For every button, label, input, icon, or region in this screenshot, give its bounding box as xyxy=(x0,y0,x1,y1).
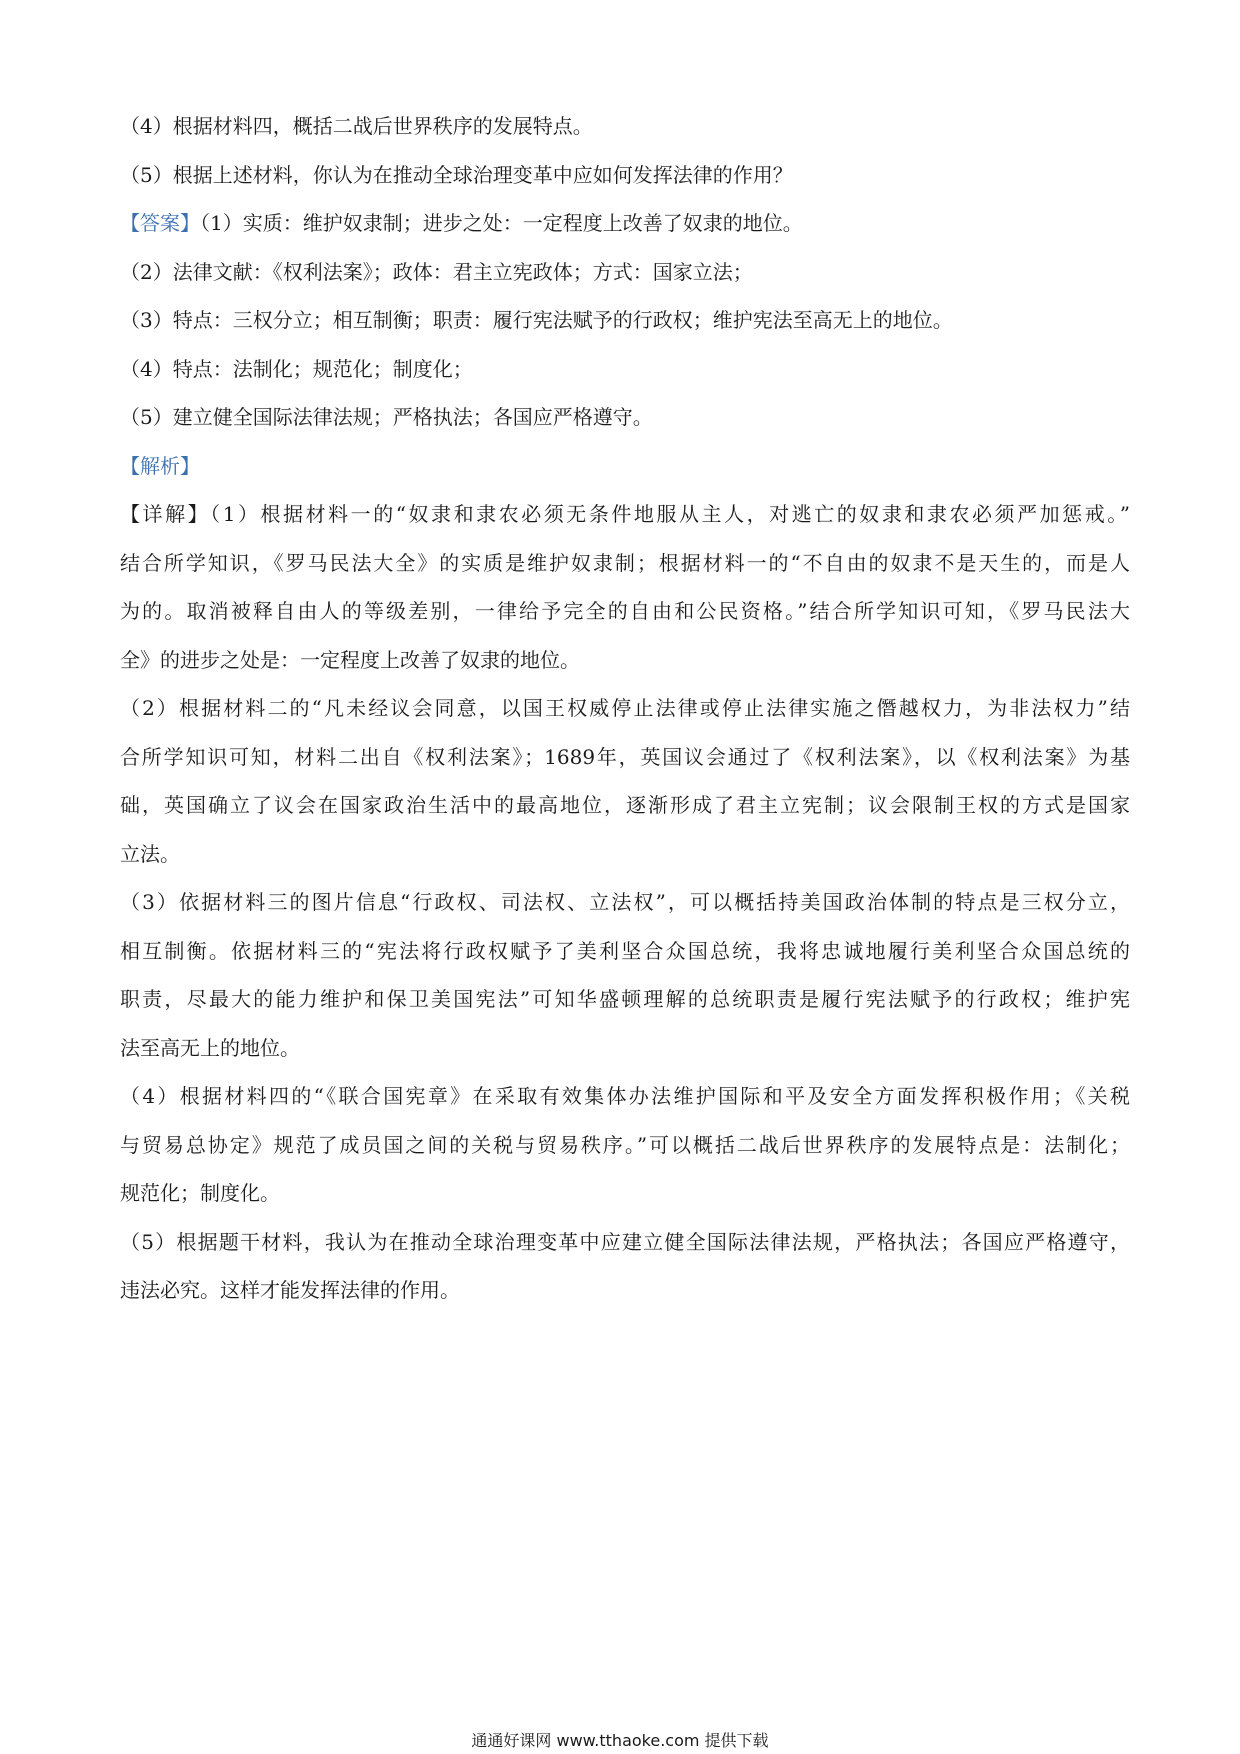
analysis-p2-line-2: 合所学知识可知，材料二出自《权利法案》；1689年，英国议会通过了《权利法案》，以《权利法案》为基 xyxy=(120,744,1130,769)
analysis-p1-line-2: 结合所学知识，《罗马民法大全》的实质是维护奴隶制；根据材料一的“不自由的奴隶不是天生的，而是人 xyxy=(120,550,1130,575)
analysis-p2-line-4: 立法。 xyxy=(120,841,180,866)
analysis-p3-line-1: （3）依据材料三的图片信息“行政权、司法权、立法权”，可以概括持美国政治体制的特点是三权分立， xyxy=(120,890,1130,914)
analysis-p1-line-4: 全》的进步之处是：一定程度上改善了奴隶的地位。 xyxy=(120,647,580,672)
answer-line-1 xyxy=(120,199,1130,248)
analysis-p3-line-2: 相互制衡。依据材料三的“宪法将行政权赋予了美利坚合众国总统，我将忠诚地履行美利坚合众国总统的 xyxy=(120,938,1130,963)
analysis-p3-line-4: 法至高无上的地位。 xyxy=(120,1035,300,1060)
answer-3: （3）特点：三权分立；相互制衡；职责：履行宪法赋予的行政权；维护宪法至高无上的地位。 xyxy=(120,308,953,332)
analysis-tag: 【解析】 xyxy=(120,453,200,478)
analysis-p3-line-3: 职责，尽最大的能力维护和保卫美国宪法”可知华盛顿理解的总统职责是履行宪法赋予的行政权；维护宪 xyxy=(120,987,1130,1011)
question-4: （4）根据材料四，概括二战后世界秩序的发展特点。 xyxy=(120,114,593,138)
analysis-p2-line-1: （2）根据材料二的“凡未经议会同意，以国王权威停止法律或停止法律实施之僭越权力，为非法权力”结 xyxy=(120,696,1130,720)
answer-tag: 【答案】 xyxy=(120,211,200,235)
answer-2: （2）法律文献：《权利法案》；政体：君主立宪政体；方式：国家立法； xyxy=(120,259,753,284)
analysis-p1-line-1 xyxy=(120,490,1130,539)
answer-5: （5）建立健全国际法律法规；严格执法；各国应严格遵守。 xyxy=(120,405,653,429)
page-content xyxy=(120,102,1130,1315)
answer-1: （1）实质：维护奴隶制；进步之处：一定程度上改善了奴隶的地位。 xyxy=(200,211,803,235)
question-5: （5）根据上述材料，你认为在推动全球治理变革中应如何发挥法律的作用？ xyxy=(120,162,793,187)
analysis-p4-line-3: 规范化；制度化。 xyxy=(120,1181,280,1205)
analysis-p1-text-1: （1）根据材料一的“奴隶和隶农必须无条件地服从主人，对逃亡的奴隶和隶农必须严加惩戒。” xyxy=(210,502,1130,526)
analysis-p1-line-3: 为的。取消被释自由人的等级差别，一律给予完全的自由和公民资格。”结合所学知识可知，《罗马民法大 xyxy=(120,599,1130,623)
analysis-p2-line-3: 础，英国确立了议会在国家政治生活中的最高地位，逐渐形成了君主立宪制；议会限制王权的方式是国家 xyxy=(120,793,1130,817)
footer-credit: 通通好课网 www.tthaoke.com 提供下载 xyxy=(471,1731,769,1750)
analysis-p4-line-1: （4）根据材料四的“《联合国宪章》在采取有效集体办法维护国际和平及安全方面发挥积极作用；《关税 xyxy=(120,1084,1130,1108)
analysis-p4-line-2: 与贸易总协定》规范了成员国之间的关税与贸易秩序。”可以概括二战后世界秩序的发展特点是：法制化； xyxy=(120,1132,1130,1157)
analysis-p5-line-2: 违法必究。这样才能发挥法律的作用。 xyxy=(120,1278,460,1302)
answer-4: （4）特点：法制化；规范化；制度化； xyxy=(120,356,473,381)
analysis-p5-line-1: （5）根据题干材料，我认为在推动全球治理变革中应建立健全国际法律法规，严格执法；各国应严格遵守， xyxy=(120,1229,1130,1254)
detail-tag: 【详解】 xyxy=(120,502,211,526)
